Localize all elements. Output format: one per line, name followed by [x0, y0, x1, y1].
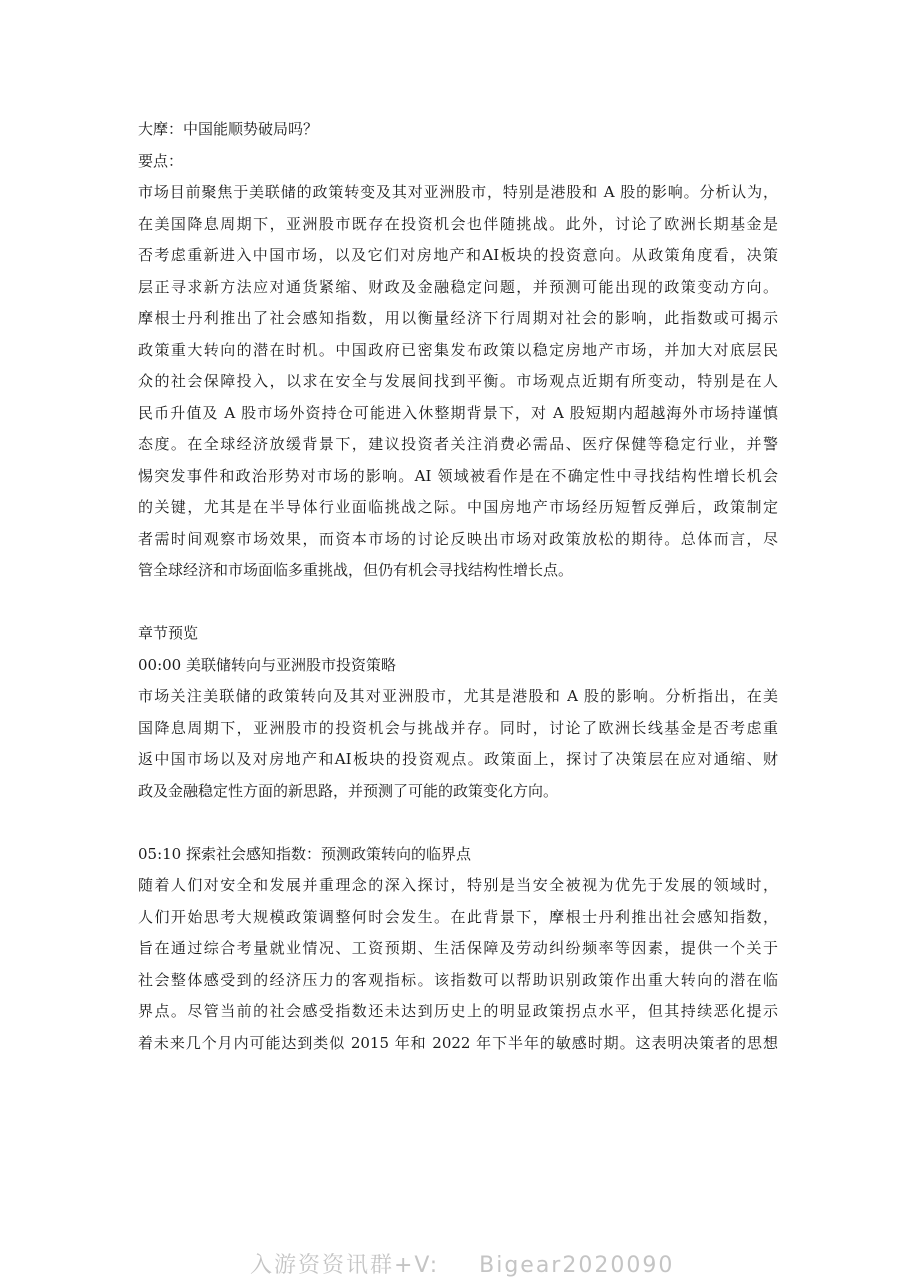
- document-title: 大摩：中国能顺势破局吗？: [138, 120, 319, 138]
- chapter-heading: 00:00 美联储转向与亚洲股市投资策略: [138, 655, 396, 674]
- summary-line: 市场目前聚焦于美联储的政策转变及其对亚洲股市，特别是港股和 A 股的影响。分析认为，: [138, 183, 778, 201]
- summary-line: 层正寻求新方法应对通货紧缩、财政及金融稳定问题，并预测可能出现的政策变动方向。: [138, 277, 778, 296]
- summary-line: 态度。在全球经济放缓背景下，建议投资者关注消费必需品、医疗保健等稳定行业，并警: [138, 435, 778, 453]
- key-points-label: 要点：: [138, 151, 184, 170]
- summary-paragraph: [138, 177, 778, 587]
- chapter-section: [138, 839, 778, 1060]
- summary-line: 者需时间观察市场效果，而资本市场的讨论反映出市场对政策放松的期待。总体而言，尽: [138, 529, 778, 548]
- watermark: [250, 1248, 675, 1279]
- chapters-label: 章节预览: [138, 624, 199, 642]
- chapter-line: 市场关注美联储的政策转向及其对亚洲股市，尤其是港股和 A 股的影响。分析指出，在美: [138, 687, 778, 705]
- chapter-line: 社会整体感受到的经济压力的客观指标。该指数可以帮助识别政策作出重大转向的潜在临: [138, 970, 778, 989]
- summary-line: 惕突发事件和政治形势对市场的影响。AI 领域被看作是在不确定性中寻找结构性增长机会: [138, 466, 778, 485]
- chapter-heading: 05:10 探索社会感知指数：预测政策转向的临界点: [138, 844, 471, 863]
- chapter-line: 国降息周期下，亚洲股市的投资机会与挑战并存。同时，讨论了欧洲长线基金是否考虑重: [138, 718, 778, 737]
- chapter-section: [138, 650, 778, 808]
- chapter-line: 返中国市场以及对房地产和AI板块的投资观点。政策面上，探讨了决策层在应对通缩、财: [138, 750, 778, 768]
- summary-line: 的关键，尤其是在半导体行业面临挑战之际。中国房地产市场经历短暂反弹后，政策制定: [138, 498, 778, 516]
- summary-line: 否考虑重新进入中国市场，以及它们对房地产和AI板块的投资意向。从政策角度看，决策: [138, 246, 778, 264]
- summary-line: 政策重大转向的潜在时机。中国政府已密集发布政策以稳定房地产市场，并加大对底层民: [138, 340, 778, 359]
- chapter-line: 旨在通过综合考量就业情况、工资预期、生活保障及劳动纠纷频率等因素，提供一个关于: [138, 939, 778, 957]
- document-body: [138, 114, 778, 1059]
- watermark-text: 入游资资讯群+V:: [250, 1253, 440, 1278]
- chapter-line: 人们开始思考大规模政策调整何时会发生。在此背景下，摩根士丹利推出社会感知指数，: [138, 907, 778, 926]
- chapter-line: 政及金融稳定性方面的新思路，并预测了可能的政策变化方向。: [138, 781, 559, 800]
- summary-line: 民币升值及 A 股市场外资持仓可能进入休整期背景下，对 A 股短期内超越海外市场持谨慎: [138, 403, 778, 422]
- chapter-line: 着未来几个月内可能达到类似 2015 年和 2022 年下半年的敏感时期。这表明决策者的思想: [138, 1033, 778, 1052]
- summary-line: 摩根士丹利推出了社会感知指数，用以衡量经济下行周期对社会的影响，此指数或可揭示: [138, 309, 778, 327]
- summary-line: 在美国降息周期下，亚洲股市既存在投资机会也伴随挑战。此外，讨论了欧洲长期基金是: [138, 214, 778, 233]
- watermark-code: Bigear2020090: [479, 1253, 675, 1278]
- chapter-line: 界点。尽管当前的社会感受指数还未达到历史上的明显政策拐点水平，但其持续恶化提示: [138, 1002, 778, 1020]
- summary-line: 管全球经济和市场面临多重挑战，但仍有机会寻找结构性增长点。: [138, 561, 574, 579]
- summary-line: 众的社会保障投入，以求在安全与发展间找到平衡。市场观点近期有所变动，特别是在人: [138, 372, 778, 390]
- chapter-line: 随着人们对安全和发展并重理念的深入探讨，特别是当安全被视为优先于发展的领域时，: [138, 876, 778, 894]
